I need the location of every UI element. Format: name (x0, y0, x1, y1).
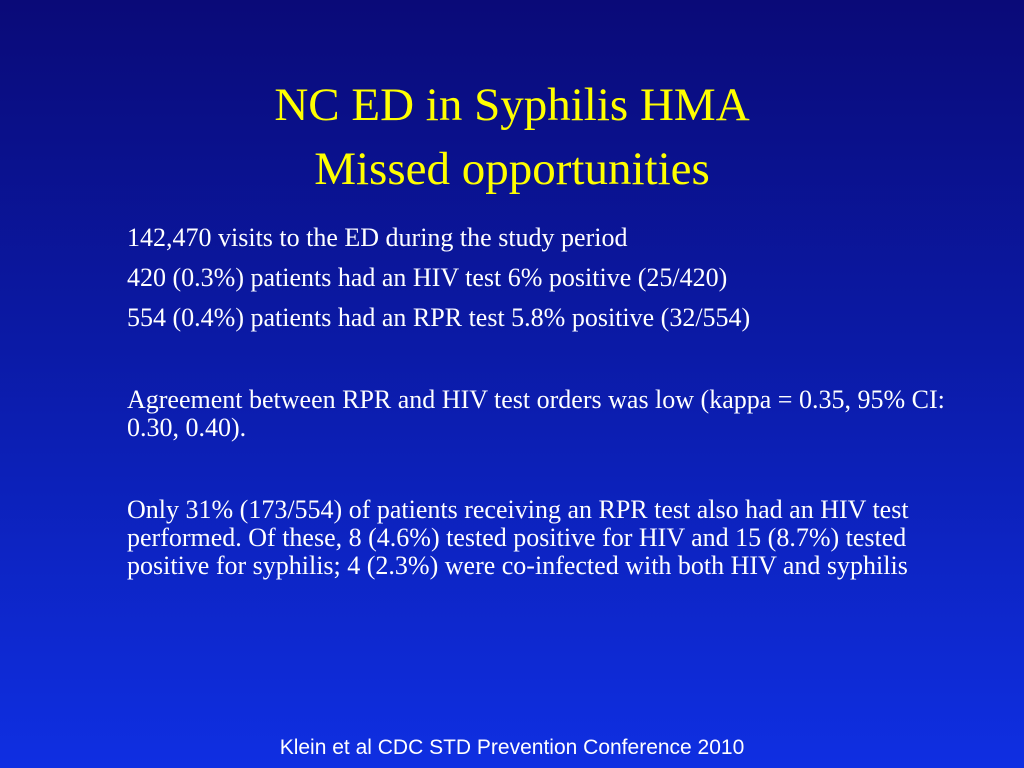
body-line-rpr-test: 554 (0.4%) patients had an RPR test 5.8% positive (32/554) (127, 303, 751, 332)
title-line-1: NC ED in Syphilis HMA (274, 79, 750, 131)
body-paragraph-coinfection: Only 31% (173/554) of patients receiving an RPR test also had an HIV test performed. Of these, 8 (4.6%) tested positive for HIV and 15 (8.7%) tested positive for syphilis; 4 (2.3%) were co-infected with both HIV and syphilis (127, 495, 909, 580)
body-line-visits: 142,470 visits to the ED during the study period (127, 223, 628, 252)
source-citation: Klein et al CDC STD Prevention Conference 2010 (279, 736, 745, 759)
slide-body (127, 224, 947, 580)
body-line-hiv-test: 420 (0.3%) patients had an HIV test 6% positive (25/420) (127, 263, 728, 292)
title-line-2: Missed opportunities (314, 143, 710, 195)
slide-title (0, 73, 1024, 201)
body-paragraph-agreement: Agreement between RPR and HIV test orders was low (kappa = 0.35, 95% CI: 0.30, 0.40). (127, 385, 945, 442)
